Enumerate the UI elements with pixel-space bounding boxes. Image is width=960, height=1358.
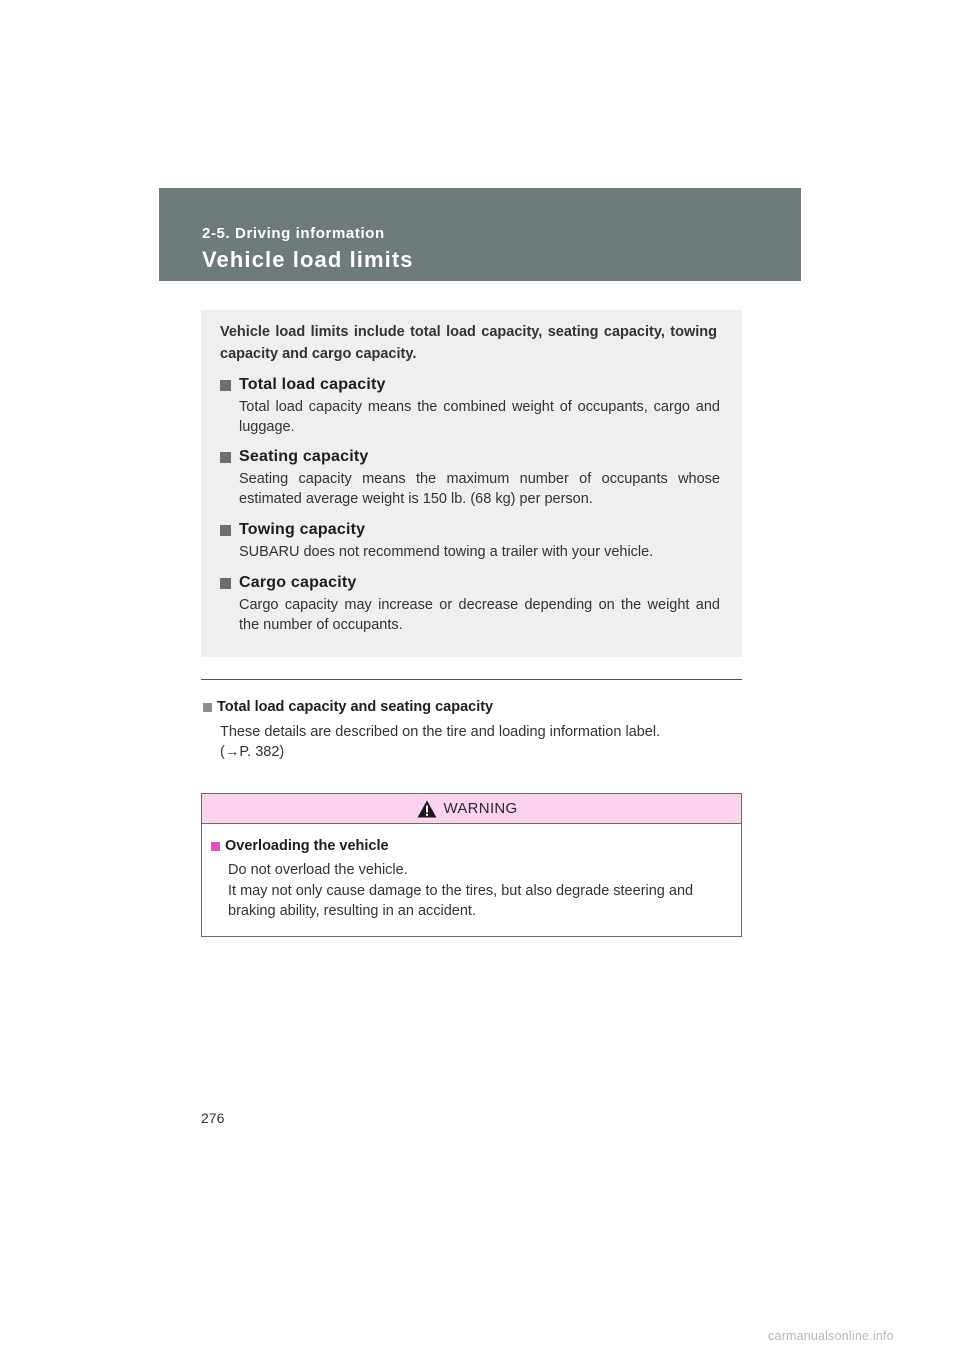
note-total-load-seating (201, 697, 742, 762)
section-header-banner (159, 188, 801, 281)
square-bullet-icon (220, 578, 231, 589)
warning-label: WARNING (443, 800, 518, 817)
section-divider (201, 679, 742, 680)
topic-title: Towing capacity (239, 521, 366, 538)
topic-body: Seating capacity means the maximum number of occupants whose estimated average weight is 150 lb. (68 kg) per person. (239, 471, 720, 507)
warning-body (228, 860, 741, 922)
topic-seating-capacity (220, 447, 720, 509)
topic-cargo-capacity (220, 573, 720, 635)
intro-summary-box (201, 310, 742, 657)
square-bullet-icon (220, 452, 231, 463)
page-reference-link[interactable]: (→P. 382) (220, 744, 285, 760)
page-number: 276 (201, 1110, 225, 1126)
topic-title: Total load capacity (239, 376, 386, 393)
warning-header (202, 794, 741, 824)
section-label: 2-5. Driving information (202, 225, 385, 242)
warning-content (202, 836, 741, 922)
page-title: Vehicle load limits (202, 247, 414, 272)
topic-body: Total load capacity means the combined weight of occupants, cargo and luggage. (239, 399, 720, 435)
intro-text: Vehicle load limits include total load capacity, seating capacity, towing capacity and cargo capacity. (220, 324, 717, 362)
topic-title: Seating capacity (239, 448, 369, 465)
topic-towing-capacity (220, 520, 720, 562)
warning-line: Do not overload the vehicle. (228, 862, 408, 878)
warning-line: It may not only cause damage to the tires, but also degrade steering and braking ability, resulting in an accident. (228, 882, 694, 919)
note-body: These details are described on the tire and loading information label. (220, 724, 661, 740)
warning-box (201, 793, 742, 937)
square-bullet-icon (220, 525, 231, 536)
note-title: Total load capacity and seating capacity (217, 699, 494, 715)
warning-triangle-icon (417, 800, 437, 818)
topic-body: Cargo capacity may increase or decrease depending on the weight and the number of occupants. (239, 597, 720, 633)
topic-body: SUBARU does not recommend towing a trailer with your vehicle. (239, 544, 654, 560)
watermark: carmanualsonline.info (768, 1329, 894, 1343)
square-bullet-icon (220, 380, 231, 391)
topic-title: Cargo capacity (239, 574, 357, 591)
square-bullet-icon (203, 703, 212, 712)
magenta-square-bullet-icon (211, 842, 220, 851)
warning-item-title: Overloading the vehicle (225, 838, 389, 854)
topic-total-load-capacity (220, 375, 720, 437)
